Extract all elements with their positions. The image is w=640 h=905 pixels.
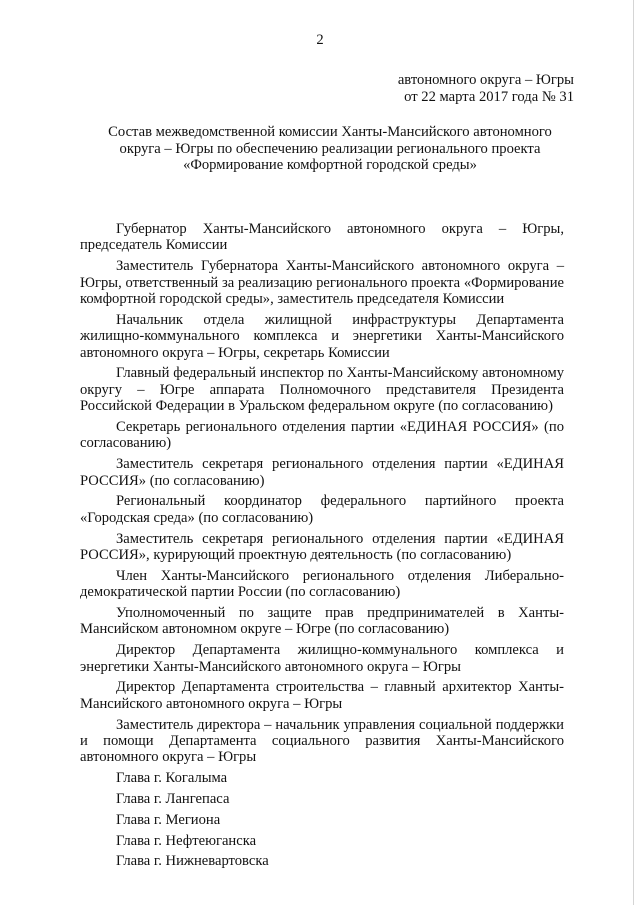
members-list	[80, 221, 564, 874]
member-entry: Начальник отдела жилищной инфраструктуры Департамента жилищно-коммунального комплекса и энергетики Ханты-Мансийского автономного округа – Югры, секретарь Комиссии	[80, 311, 564, 361]
title-line-3: «Формирование комфортной городской среды»	[183, 157, 477, 173]
reference-line-1: автономного округа – Югры	[397, 72, 574, 88]
member-entry: Уполномоченный по защите прав предпринимателей в Ханты-Мансийском автономном округе – Югре (по согласованию)	[80, 605, 564, 638]
member-entry: Заместитель секретаря регионального отделения партии «ЕДИНАЯ РОССИЯ», курирующий проектную деятельность (по согласованию)	[80, 530, 564, 564]
member-entry: Главный федеральный инспектор по Ханты-Мансийскому автономному округу – Югре аппарата Полномочного представителя Президента Российской Федерации в Уральском федеральном округе (по согласованию)	[80, 365, 564, 415]
city-head-entry: Глава г. Нижневартовска	[116, 853, 269, 870]
city-head-entry: Глава г. Лангепаса	[116, 791, 230, 808]
page-number: 2	[316, 32, 324, 48]
document-title	[70, 124, 590, 174]
member-entry: Секретарь регионального отделения партии «ЕДИНАЯ РОССИЯ» (по согласованию)	[80, 419, 564, 452]
scan-edge-line	[633, 0, 634, 905]
member-entry: Директор Департамента строительства – главный архитектор Ханты-Мансийского автономного округа – Югры	[80, 679, 564, 712]
member-entry: Заместитель директора – начальник управления социальной поддержки и помощи Департамента социального развития Ханты-Мансийского автономного округа – Югры	[80, 716, 564, 766]
city-head-entry: Глава г. Когалыма	[116, 770, 228, 787]
member-entry: Директор Департамента жилищно-коммунального комплекса и энергетики Ханты-Мансийского автономного округа – Югры	[80, 642, 564, 675]
city-head-entry: Глава г. Нефтеюганска	[116, 832, 257, 849]
member-entry: Заместитель Губернатора Ханты-Мансийского автономного округа – Югры, ответственный за реализацию регионального проекта «Формирование комфортной городской среды», заместитель председателя Комиссии	[80, 258, 564, 308]
member-entry: Региональный координатор федерального партийного проекта «Городская среда» (по согласованию)	[80, 493, 564, 526]
member-entry: Заместитель секретаря регионального отделения партии «ЕДИНАЯ РОССИЯ» (по согласованию)	[80, 456, 564, 489]
member-entry: Член Ханты-Мансийского регионального отделения Либерально-демократической партии России (по согласованию)	[80, 567, 564, 601]
title-line-1: Состав межведомственной комиссии Ханты-Мансийского автономного	[108, 124, 552, 140]
document-reference	[398, 72, 574, 106]
reference-line-2: от 22 марта 2017 года № 31	[404, 89, 574, 105]
title-line-2: округа – Югры по обеспечению реализации регионального проекта	[119, 140, 541, 157]
city-head-entry: Глава г. Мегиона	[116, 811, 221, 828]
member-entry: Губернатор Ханты-Мансийского автономного округа – Югры, председатель Комиссии	[80, 221, 564, 254]
